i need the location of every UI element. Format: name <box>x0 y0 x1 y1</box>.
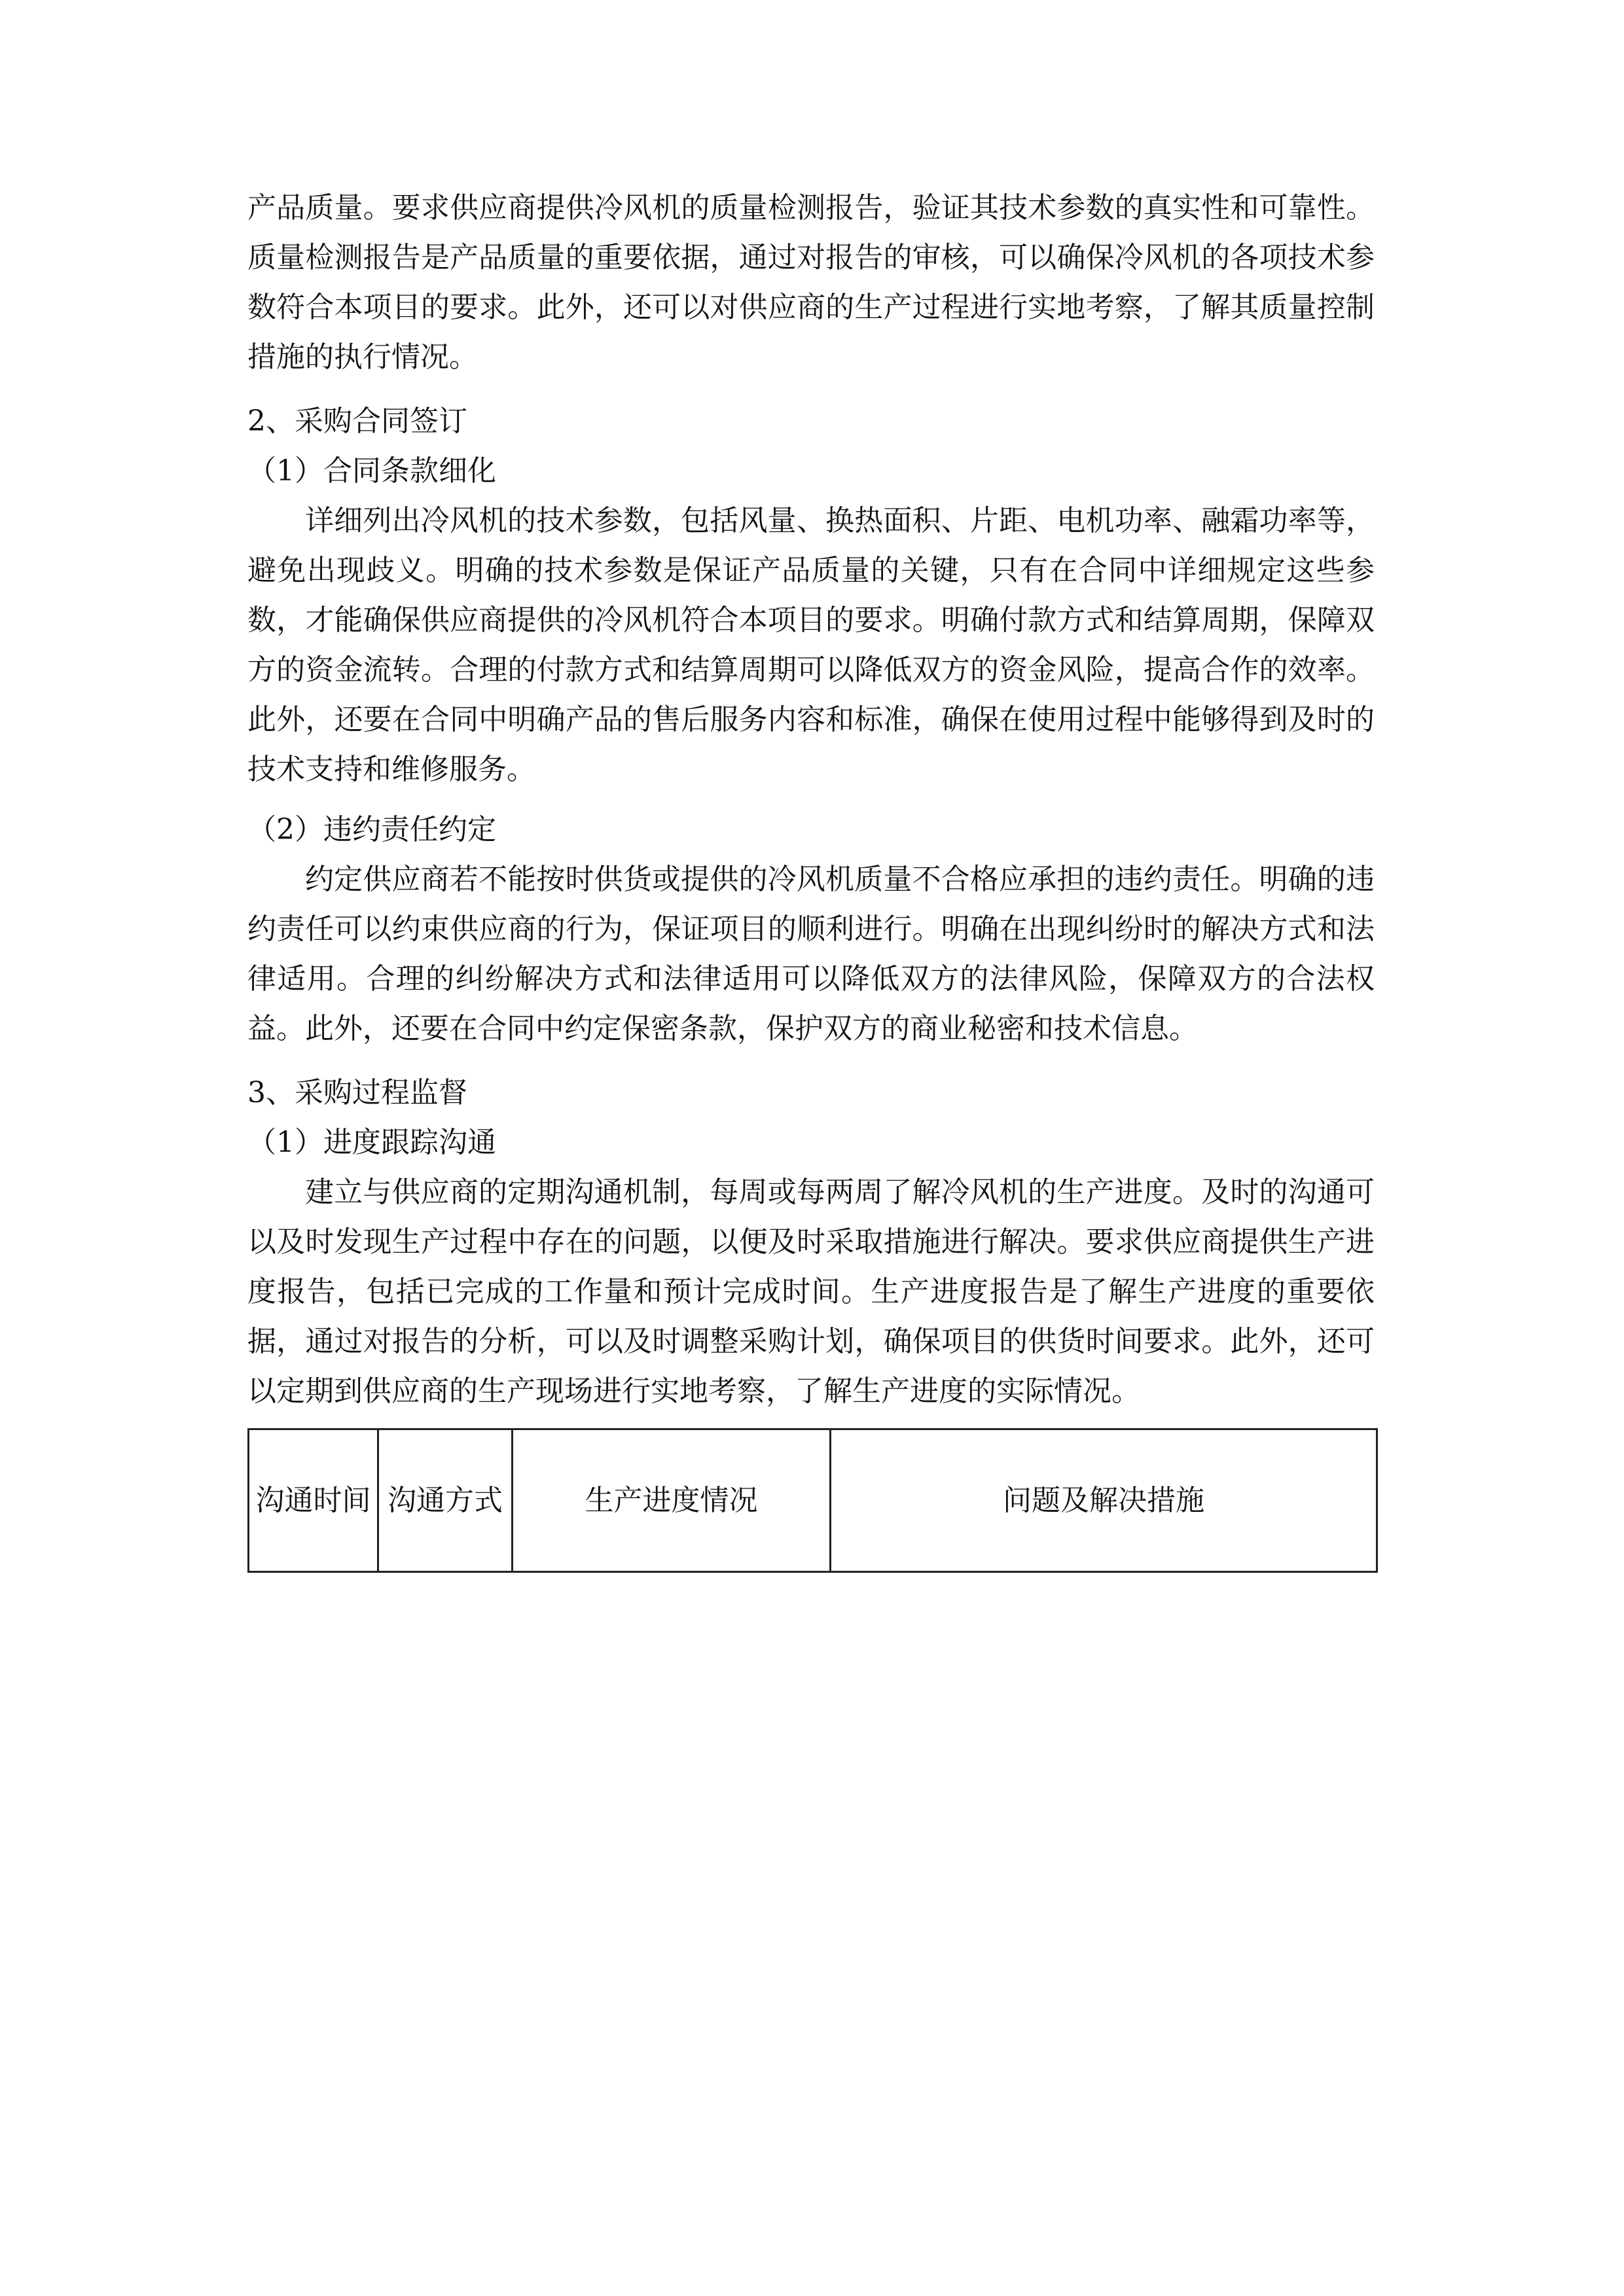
section-heading-supervision: 3、采购过程监督 <box>247 1076 467 1109</box>
paragraph-quality-report: 产品质量。要求供应商提供冷风机的质量检测报告，验证其技术参数的真实性和可靠性。质量检测报告是产品质量的重要依据，通过对报告的审核，可以确保冷风机的各项技术参数符合本项目的要求。此外，还可以对供应商的生产过程进行实地考察，了解其质量控制措施的执行情况。 <box>247 191 1375 374</box>
paragraph-progress-tracking: 建立与供应商的定期沟通机制，每周或每两周了解冷风机的生产进度。及时的沟通可以及时发现生产过程中存在的问题，以便及时采取措施进行解决。要求供应商提供生产进度报告，包括已完成的工作量和预计完成时间。生产进度报告是了解生产进度的重要依据，通过对报告的分析，可以及时调整采购计划，确保项目的供货时间要求。此外，还可以定期到供应商的生产现场进行实地考察，了解生产进度的实际情况。 <box>247 1175 1375 1408</box>
header-issues-solutions: 问题及解决措施 <box>831 1429 1377 1572</box>
document-page <box>247 183 1375 1573</box>
communication-table <box>247 1428 1378 1573</box>
paragraph-breach-liability: 约定供应商若不能按时供货或提供的冷风机质量不合格应承担的违约责任。明确的违约责任可以约束供应商的行为，保证项目的顺利进行。明确在出现纠纷时的解决方式和法律适用。合理的纠纷解决方式和法律适用可以降低双方的法律风险，保障双方的合法权益。此外，还要在合同中约定保密条款，保护双方的商业秘密和技术信息。 <box>247 863 1375 1045</box>
paragraph-contract-terms: 详细列出冷风机的技术参数，包括风量、换热面积、片距、电机功率、融霜功率等，避免出现歧义。明确的技术参数是保证产品质量的关键，只有在合同中详细规定这些参数，才能确保供应商提供的冷风机符合本项目的要求。明确付款方式和结算周期，保障双方的资金流转。合理的付款方式和结算周期可以降低双方的资金风险，提高合作的效率。此外，还要在合同中明确产品的售后服务内容和标准，确保在使用过程中能够得到及时的技术支持和维修服务。 <box>247 504 1375 786</box>
header-communication-time: 沟通时间 <box>249 1429 378 1572</box>
header-production-progress: 生产进度情况 <box>513 1429 831 1572</box>
header-communication-method: 沟通方式 <box>378 1429 513 1572</box>
subheading-contract-terms: （1）合同条款细化 <box>247 454 496 488</box>
section-heading-contract: 2、采购合同签订 <box>247 404 467 438</box>
table-header-row <box>249 1429 1377 1572</box>
subheading-breach-liability: （2）违约责任约定 <box>247 813 496 846</box>
subheading-progress-tracking: （1）进度跟踪沟通 <box>247 1126 496 1159</box>
